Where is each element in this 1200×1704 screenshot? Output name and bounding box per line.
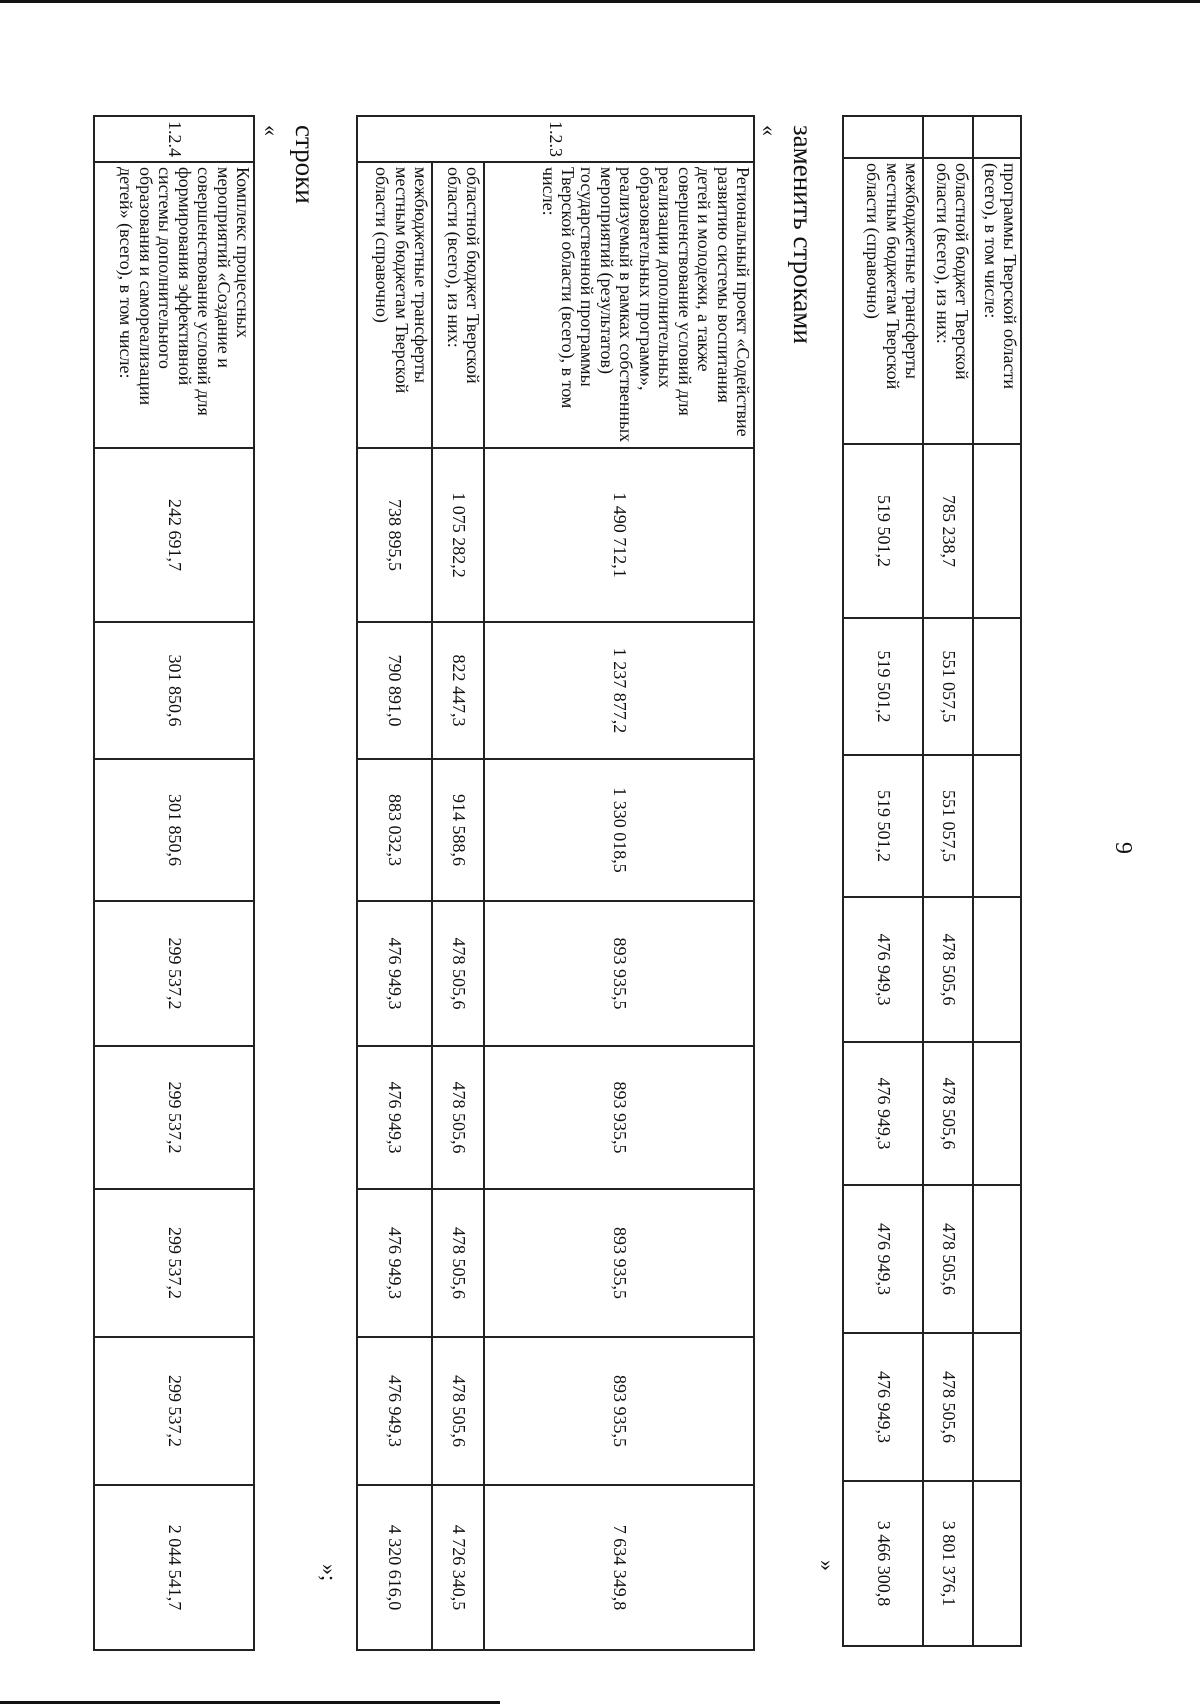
table-row (357, 116, 432, 1650)
row-number: 1.2.4 (94, 116, 254, 162)
value-cell: 299 537,2 (94, 1189, 254, 1337)
value-cell: 242 691,7 (94, 448, 254, 622)
row-label: областной бюджет Тверской области (всего), из них: (923, 158, 973, 444)
value-cell: 551 057,5 (923, 755, 973, 897)
page-number: 9 (1110, 842, 1136, 854)
value-cell: 2 044 541,7 (94, 1485, 254, 1650)
value-cell: 790 891,0 (357, 622, 432, 759)
value-cell: 476 949,3 (843, 1042, 923, 1185)
value-cell: 476 949,3 (357, 1337, 432, 1485)
value-cell (973, 618, 1021, 755)
row-label: межбюджетные трансферты местным бюджетам Тверской области (справочно) (843, 158, 923, 444)
table2-body (357, 116, 754, 1650)
value-cell: 299 537,2 (94, 1337, 254, 1485)
value-cell: 476 949,3 (357, 1046, 432, 1189)
value-cell (973, 755, 1021, 897)
row-number (843, 116, 923, 158)
value-cell: 883 032,3 (357, 759, 432, 901)
value-cell: 476 949,3 (357, 1189, 432, 1337)
instruction-rows: строки (290, 125, 320, 204)
table1-body (843, 116, 1021, 1646)
value-cell: 299 537,2 (94, 1046, 254, 1189)
table-row (94, 116, 254, 1650)
close-quote-1: » (815, 1560, 840, 1571)
value-cell: 478 505,6 (923, 1185, 973, 1333)
budget-table-replacement (356, 115, 755, 1651)
row-label: межбюджетные трансферты местным бюджетам Тверской области (справочно) (357, 162, 432, 448)
value-cell: 301 850,6 (94, 759, 254, 901)
value-cell: 551 057,5 (923, 618, 973, 755)
row-number (973, 116, 1021, 158)
value-cell: 476 949,3 (843, 1185, 923, 1333)
value-cell (973, 897, 1021, 1042)
value-cell: 476 949,3 (357, 901, 432, 1046)
value-cell: 3 801 376,1 (923, 1481, 973, 1646)
budget-table-rows (93, 115, 255, 1651)
close-quote-2: »; (317, 1564, 342, 1582)
value-cell (973, 1185, 1021, 1333)
value-cell: 893 935,5 (484, 1189, 754, 1337)
value-cell: 478 505,6 (432, 1046, 484, 1189)
instruction-replace: заменить строками (788, 125, 818, 344)
value-cell (973, 1333, 1021, 1481)
row-label: областной бюджет Тверской области (всего), из них: (432, 162, 484, 448)
table3-body (94, 116, 254, 1650)
row-label: программы Тверской области (всего), в том числе: (973, 158, 1021, 444)
value-cell: 822 447,3 (432, 622, 484, 759)
row-number (923, 116, 973, 158)
value-cell: 1 075 282,2 (432, 448, 484, 622)
value-cell: 478 505,6 (923, 1333, 973, 1481)
value-cell: 785 238,7 (923, 444, 973, 618)
value-cell: 519 501,2 (843, 444, 923, 618)
value-cell: 478 505,6 (432, 901, 484, 1046)
open-quote-2: « (757, 125, 782, 136)
value-cell: 914 588,6 (432, 759, 484, 901)
value-cell: 3 466 300,8 (843, 1481, 923, 1646)
value-cell: 7 634 349,8 (484, 1485, 754, 1650)
row-number: 1.2.3 (357, 116, 754, 162)
value-cell: 301 850,6 (94, 622, 254, 759)
value-cell: 519 501,2 (843, 755, 923, 897)
value-cell: 478 505,6 (923, 1042, 973, 1185)
scan-edge-left (0, 0, 1200, 3)
value-cell: 478 505,6 (923, 897, 973, 1042)
value-cell: 4 726 340,5 (432, 1485, 484, 1650)
row-label: Комплекс процессных мероприятий «Создание и совершенствование условий для формирования эффективной системы дополнительного образования и самореализации детей» (всего), в том числе: (94, 162, 254, 448)
value-cell: 519 501,2 (843, 618, 923, 755)
value-cell: 4 320 616,0 (357, 1485, 432, 1650)
value-cell: 738 895,5 (357, 448, 432, 622)
value-cell: 1 237 877,2 (484, 622, 754, 759)
value-cell: 893 935,5 (484, 1337, 754, 1485)
open-quote-3: « (259, 125, 284, 136)
table-row (973, 116, 1021, 1646)
value-cell: 893 935,5 (484, 1046, 754, 1189)
table-row (843, 116, 923, 1646)
value-cell: 299 537,2 (94, 901, 254, 1046)
value-cell: 1 330 018,5 (484, 759, 754, 901)
value-cell (973, 1042, 1021, 1185)
table-row (923, 116, 973, 1646)
row-label: Региональный проект «Содействие развитию системы воспитания детей и молодежи, а также совершенствование условий для реализации дополнительных образовательных программ», реализуемый в рамках собственных мероприятий (результатов) государственной программы Тверской области (всего), в том числе: (484, 162, 754, 448)
value-cell: 476 949,3 (843, 1333, 923, 1481)
value-cell: 893 935,5 (484, 901, 754, 1046)
value-cell: 1 490 712,1 (484, 448, 754, 622)
value-cell: 478 505,6 (432, 1189, 484, 1337)
value-cell: 478 505,6 (432, 1337, 484, 1485)
value-cell (973, 444, 1021, 618)
value-cell: 476 949,3 (843, 897, 923, 1042)
budget-table-continuation (842, 115, 1022, 1647)
value-cell (973, 1481, 1021, 1646)
table-row (432, 116, 484, 1650)
table-row (484, 116, 754, 1650)
